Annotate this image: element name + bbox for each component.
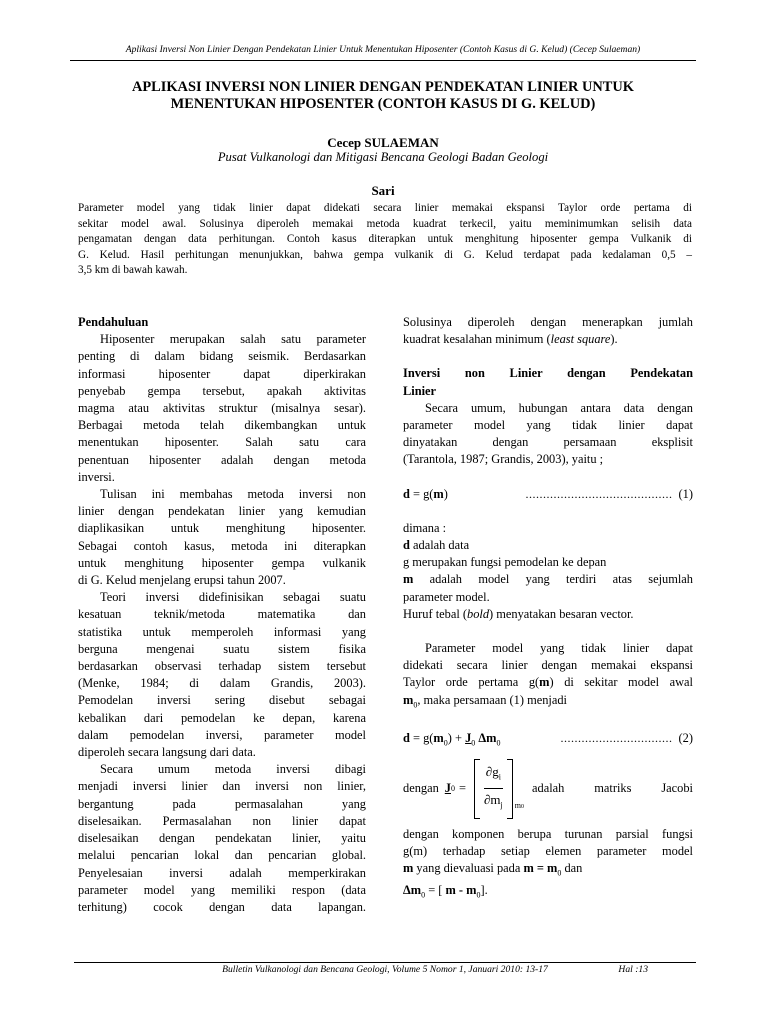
eq-fragment: ) + — [447, 731, 466, 746]
paragraph-1 — [78, 331, 366, 486]
eq-symbol: J — [465, 731, 472, 746]
text-fragment: dan — [561, 861, 583, 876]
text-line: dengan komponen berupa turunan parsial fungsi — [403, 827, 693, 841]
text-fragment: ). — [610, 332, 618, 347]
text-line: dalam pemodelan inversi, parameter model — [78, 727, 366, 742]
header-rule — [70, 60, 696, 61]
author-name: Cecep SULAEMAN — [327, 135, 439, 150]
section-heading-pendahuluan: Pendahuluan — [78, 315, 149, 329]
text-line — [403, 674, 693, 691]
eq-symbol: m — [433, 486, 444, 501]
eq-symbol: Δm — [475, 731, 497, 746]
abstract-line: Parameter model yang tidak linier dapat didekati secara linier memakai ekspansi Taylor orde pertama di — [78, 202, 692, 214]
text-line: diaplikasikan untuk menghitung hiposenter. — [78, 521, 366, 536]
text-line: berdasarkan observasi terhadap sistem tersebut — [78, 659, 366, 674]
italic-term: bold — [467, 606, 490, 621]
equation-2 — [403, 730, 693, 752]
eq-subscript: 0 — [496, 738, 501, 748]
section-heading-inversi: Inversi non Linier dengan Pendekatan — [403, 366, 693, 381]
text-line: diperoleh secara langsung dari data. — [78, 745, 256, 760]
author-affiliation: Pusat Vulkanologi dan Mitigasi Bencana Geologi Badan Geologi — [217, 150, 549, 164]
abstract-line: 3,5 km di bawah kawah. — [78, 264, 188, 277]
paragraph-relation — [403, 400, 693, 469]
eq-fragment: m — [514, 801, 521, 811]
paper-title — [70, 79, 696, 113]
abstract-line: G. Kelud. Hasil perhitungan menunjukkan, bahwa gempa vulkanik di G. Kelud terdapat pada kedalaman 0,5 – — [78, 248, 692, 261]
text-fragment: , maka persamaan (1) menjadi — [417, 692, 567, 707]
equation-1 — [403, 486, 693, 503]
eq-symbol: m — [403, 692, 414, 707]
text-fragment: adalah matriks Jacobi — [532, 781, 693, 796]
eq-fragment: ) — [443, 486, 448, 501]
equation-number: (1) — [678, 486, 693, 501]
text-fragment: dengan — [403, 781, 439, 796]
spacer — [403, 623, 693, 640]
text-line: Penyelesaian inversi adalah memperkirakan — [78, 865, 366, 880]
text-line: Parameter model yang tidak linier dapat — [425, 641, 693, 656]
fraction-denominator — [482, 789, 505, 814]
eq-subscript: 0 — [557, 868, 562, 878]
text-line: informasi hiposenter dapat diperkirakan — [78, 366, 366, 381]
text-line: Solusinya diperoleh dengan menerapkan jumlah — [403, 315, 693, 329]
text-fragment: yang dievaluasi pada — [413, 861, 524, 876]
text-fragment: adalah data — [409, 538, 470, 553]
text-fragment: adalah model yang terdiri atas sejumlah — [413, 572, 693, 587]
eq-fragment: ∂m — [483, 791, 501, 807]
paragraph-3 — [78, 589, 366, 761]
abstract-text — [78, 201, 692, 279]
eq-symbol: m — [403, 572, 414, 587]
equation-2-expr — [403, 730, 553, 752]
spacer — [403, 817, 693, 826]
text-line: penentuan hiposenter adalah dengan metoda — [78, 452, 366, 467]
spacer — [403, 348, 693, 365]
eq-subscript: 0 — [521, 804, 524, 811]
equation-1-expr — [403, 486, 501, 503]
eq-symbol: m — [403, 861, 414, 876]
eq-subscript: 0 — [476, 890, 481, 900]
section-heading-inversi-cont: Linier — [403, 383, 437, 398]
text-line: diselesaikan. Permasalahan non linier dapat — [78, 813, 366, 828]
text-line: parameter model. — [403, 589, 490, 604]
text-line: Tulisan ini membahas metoda inversi non — [100, 487, 366, 502]
paragraph-2 — [78, 486, 366, 589]
text-line: Teori inversi didefinisikan sebagai suatu — [100, 590, 366, 605]
eq-fragment: = g( — [409, 731, 434, 746]
left-column — [78, 314, 366, 916]
eq-symbol: d — [403, 486, 410, 501]
paragraph-4 — [78, 761, 366, 916]
text-line: terhitung) cocok dengan data lapangan. — [78, 899, 366, 914]
text-fragment: ) di sekitar model awal — [549, 675, 693, 690]
text-fragment: kuadrat kesalahan minimum ( — [403, 332, 551, 347]
text-line: menentukan hiposenter. Salah satu cara — [78, 435, 366, 450]
text-fragment: ) menyatakan besaran vector. — [489, 606, 634, 621]
eq-fragment: ∂g — [485, 763, 499, 779]
right-column — [403, 314, 693, 904]
definition-d — [403, 537, 693, 554]
eq-symbol: m - m — [445, 883, 477, 898]
eq-subscript: 0 — [413, 700, 418, 710]
text-line: Sebagai contoh kasus, metoda ini diterapkan — [78, 538, 366, 553]
eq-symbol: m — [433, 731, 444, 746]
text-line: dimana : — [403, 520, 447, 535]
spacer — [403, 503, 693, 520]
text-line: penyebab gempa tersebut, apakah aktivitas — [78, 383, 366, 398]
paragraph-taylor — [403, 640, 693, 713]
text-line: parameter model yang memiliki respon (data — [78, 882, 366, 897]
text-line: inversi. — [78, 469, 115, 484]
equation-leader-dots: ................................ — [560, 731, 673, 746]
italic-term: least square — [550, 332, 611, 347]
text-line: parameter model yang tidak linier dapat — [403, 418, 693, 433]
eq-subscript: i — [498, 772, 501, 782]
abstract-line: pengamatan dengan data perhitungan. Contoh kasus diterapkan untuk menghitung hiposenter gempa Vulkanik di — [78, 233, 692, 246]
text-line: didekati secara linier dengan memakai ekspansi — [403, 658, 693, 673]
intro-paragraph — [403, 314, 693, 348]
text-line — [403, 692, 693, 714]
footer-citation: Bulletin Vulkanologi dan Bencana Geologi, Volume 5 Nomor 1, Januari 2010: 13-17 — [222, 964, 548, 975]
eq-fragment: ]. — [480, 883, 488, 898]
jacobi-definition — [403, 761, 693, 817]
text-line: Secara umum, hubungan antara data dengan — [425, 400, 693, 415]
text-line: diselesaikan dengan pendekatan linier, yaitu — [78, 831, 366, 846]
text-line: kebalikan dari pemodelan ke depan, karena — [78, 710, 366, 725]
abstract-line: sekitar model awal. Solusinya diperoleh memakai metoda kuadrat terkecil, yaitu meminimumkan selisih data — [78, 217, 692, 230]
eq-subscript-m0 — [515, 797, 524, 816]
running-header: Aplikasi Inversi Non Linier Dengan Pendekatan Linier Untuk Menentukan Hiposenter (Contoh Kasus di G. Kelud) (Cecep Sulaeman) — [125, 44, 641, 55]
eq-fragment: = [ — [425, 883, 446, 898]
eq-symbol: d — [403, 538, 410, 553]
text-line: Pemodelan inversi sering disebut sebagai — [78, 693, 366, 708]
equation-number: (2) — [678, 731, 693, 746]
text-line: linier dengan pendekatan linier yang kemudian — [78, 504, 366, 519]
text-line: di G. Kelud menjelang erupsi tahun 2007. — [78, 573, 286, 588]
definition-g: g merupakan fungsi pemodelan ke depan — [403, 555, 607, 570]
eq-symbol: J — [444, 781, 451, 796]
text-line: magma atau aktivitas struktur (misalnya sesar). — [78, 401, 366, 416]
jacobi-bracket — [474, 759, 513, 820]
text-line: bergantung pada permasalahan yang — [78, 796, 366, 811]
eq-symbol: m — [539, 675, 550, 690]
spacer — [403, 469, 693, 486]
abstract-heading: Sari — [371, 183, 395, 198]
title-line-1: APLIKASI INVERSI NON LINIER DENGAN PENDEKATAN LINIER UNTUK — [131, 79, 634, 95]
text-fragment: Taylor orde pertama g( — [403, 675, 540, 690]
text-line: (Menke, 1984; di dalam Grandis, 2003). — [78, 676, 366, 691]
text-line: Hiposenter merupakan salah satu parameter — [100, 332, 366, 347]
text-line: untuk menghitung hiposenter gempa vulkanik — [78, 555, 366, 570]
eq-fragment: = — [458, 781, 466, 796]
eq-fragment: = g( — [409, 486, 434, 501]
text-line: kesatuan teknik/metoda matematika dan — [78, 607, 366, 622]
text-line — [403, 331, 693, 348]
text-line — [403, 860, 693, 882]
equation-leader-dots: .......................................... — [525, 486, 673, 501]
fraction-numerator — [484, 763, 503, 789]
text-line: g(m) terhadap setiap elemen parameter model — [403, 844, 693, 859]
eq-subscript: 0 — [443, 738, 448, 748]
definition-m — [403, 571, 693, 588]
eq-symbol: m = m — [523, 861, 558, 876]
page-number: Hal :13 — [618, 964, 648, 975]
text-line: dinyatakan dengan persamaan eksplisit — [403, 435, 693, 450]
text-fragment: Huruf tebal ( — [403, 606, 467, 621]
spacer — [403, 713, 693, 730]
eq-subscript: j — [500, 800, 503, 810]
spacer — [403, 752, 693, 761]
text-line: melalui pencarian lokal dan pencarian global. — [78, 848, 366, 863]
footer-rule — [74, 962, 696, 963]
paragraph-jacobi — [403, 826, 693, 904]
text-line: menjadi inversi linier dan inversi non linier, — [78, 779, 366, 794]
eq-symbol: d — [403, 731, 410, 746]
text-line: statistika untuk memperoleh informasi yang — [78, 624, 366, 639]
title-line-2: MENENTUKAN HIPOSENTER (CONTOH KASUS DI G. KELUD) — [170, 95, 596, 112]
text-line: (Tarantola, 1987; Grandis, 2003), yaitu ; — [403, 452, 604, 467]
text-line: Berbagai metoda telah dikembangkan untuk — [78, 418, 366, 433]
text-line: berguna mengenai suatu sistem fisika — [78, 641, 366, 656]
eq-subscript: 0 — [471, 738, 476, 748]
eq-subscript: 0 — [450, 784, 455, 794]
eq-symbol: Δm — [403, 883, 422, 898]
text-line: penting di dalam bidang seismik. Berdasarkan — [78, 349, 366, 364]
eq-subscript: 0 — [421, 890, 426, 900]
bold-note — [403, 606, 693, 623]
text-line — [403, 882, 693, 904]
text-line: Secara umum metoda inversi dibagi — [100, 762, 366, 777]
